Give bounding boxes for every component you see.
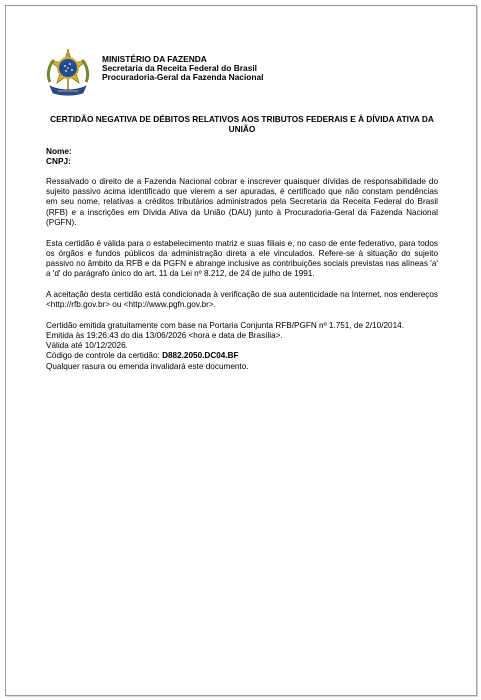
certificate-page	[5, 5, 477, 696]
certificate-body	[46, 177, 438, 372]
ministry-name: MINISTÉRIO DA FAZENDA	[102, 54, 207, 64]
control-code-label: Código de controle da certidão:	[46, 351, 163, 361]
issuing-organization	[102, 55, 264, 83]
tampering-warning: Qualquer rasura ou emenda invalidará este documento.	[46, 361, 249, 371]
secretariat-name: Secretaria da Receita Federal do Brasil	[102, 63, 258, 74]
name-label: Nome:	[46, 146, 72, 156]
document-title: CERTIDÃO NEGATIVA DE DÉBITOS RELATIVOS AOS TRIBUTOS FEDERAIS E À DÍVIDA ATIVA DA UNIÃO	[50, 114, 434, 134]
cnpj-label: CNPJ:	[46, 156, 71, 166]
main-paragraph: Ressalvado o direito de a Fazenda Nacional cobrar e inscrever quaisquer dívidas de responsabilidade do sujeito passivo acima identificado que vierem a ser apuradas, é certificado que não constam pendências em seu nome, relativas a créditos tributários administrados pela Secretaria da Receita Federal do Brasil (RFB) e a inscrições em Dívida Ativa da União (DAU) junto à Procuradoria-Geral da Fazenda Nacional (PGFN).	[46, 177, 438, 227]
control-code: D882.2050.DC04.BF	[162, 351, 239, 361]
taxpayer-identification	[46, 146, 72, 166]
validity-paragraph: Esta certidão é válida para o estabelecimento matriz e suas filiais e, no caso de ente federativo, para todos os órgãos e fundos públicos da administração direta a ele vinculados. Refere-se à situação do sujeito passivo no âmbito da RFB e da PGFN e abrange inclusive as contribuições sociais previstas nas alíneas 'a' a 'd' do parágrafo único do art. 11 da Lei nº 8.212, de 24 de julho de 1991.	[46, 238, 438, 279]
control-code-line	[46, 351, 438, 361]
issued-basis: Certidão emitida gratuitamente com base na Portaria Conjunta RFB/PGFN nº 1.751, de 2/10/2014.	[46, 320, 404, 330]
authenticity-paragraph: A aceitação desta certidão está condicionada à verificação de sua autenticidade na Internet, nos endereços <http://rfb.gov.br> ou <http://www.pgfn.gov.br>.	[46, 289, 438, 310]
attorney-office-name: Procuradoria-Geral da Fazenda Nacional	[102, 72, 264, 83]
brazil-coat-of-arms-icon	[42, 48, 94, 98]
issued-at: Emitida às 19:26:43 do dia 13/06/2026 <hora e data de Brasília>.	[46, 330, 283, 340]
valid-until: Válida até 10/12/2026.	[46, 341, 128, 351]
issuance-details	[46, 321, 438, 372]
